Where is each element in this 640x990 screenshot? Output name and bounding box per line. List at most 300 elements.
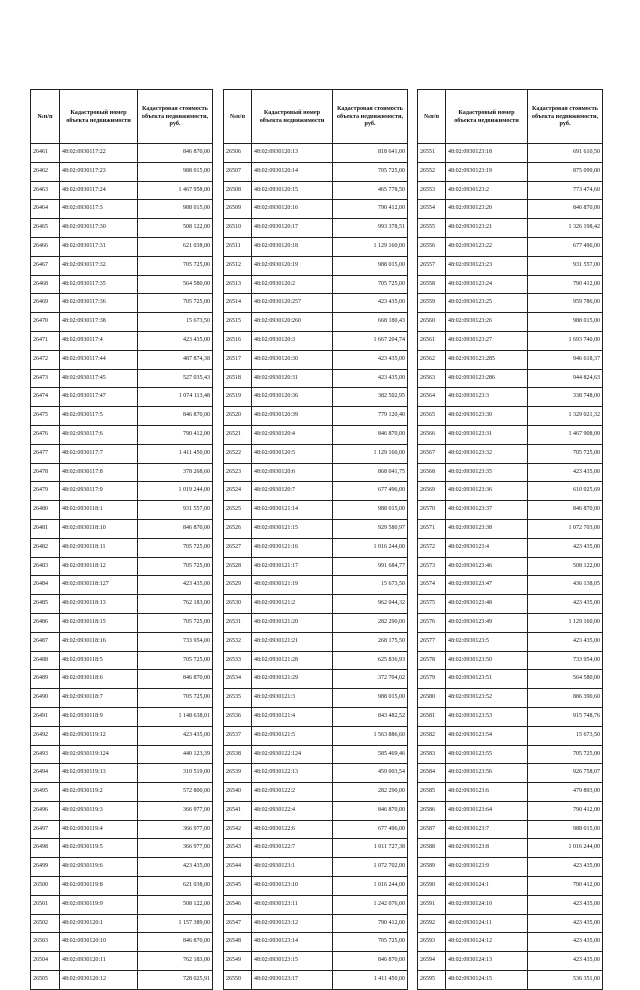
cadastral-value: 436 138,05 [528,576,603,595]
cadastral-value: 875 099,00 [528,162,603,181]
row-number: 26545 [224,877,252,896]
cadastral-value: 846 870,00 [138,519,213,538]
table-row [224,914,408,933]
cadastral-number: 48:02:0930121:4 [252,707,333,726]
table-row [31,839,213,858]
cadastral-value: 527 035,43 [138,369,213,388]
row-number: 26468 [31,275,60,294]
row-number: 26475 [31,407,60,426]
row-number: 26525 [224,501,252,520]
row-number: 26509 [224,200,252,219]
table-row [418,858,603,877]
row-number: 26470 [31,313,60,332]
cadastral-value: 944 824,63 [528,369,603,388]
cadastral-number: 48:02:0930121:3 [252,689,333,708]
cadastral-value: 1 411 450,00 [138,444,213,463]
cadastral-number: 48:02:0930123:25 [446,294,528,313]
cadastral-value: 423 435,00 [528,895,603,914]
cadastral-value: 988 015,00 [528,313,603,332]
table-row [31,933,213,952]
cadastral-number: 48:02:0930124:15 [446,971,528,990]
row-number: 26587 [418,820,446,839]
cadastral-value: 423 435,00 [528,595,603,614]
row-number: 26527 [224,538,252,557]
table-row [418,783,603,802]
table-row [31,407,213,426]
cadastral-number: 48:02:0930123:64 [446,801,528,820]
cadastral-number: 48:02:0930123:53 [446,707,528,726]
cadastral-value: 372 704,02 [333,670,408,689]
cadastral-number: 48:02:0930119:13 [60,764,138,783]
cadastral-number: 48:02:0930119:2 [60,783,138,802]
cadastral-number: 48:02:0930120:260 [252,313,333,332]
row-number: 26506 [224,144,252,163]
cadastral-value: 677 496,00 [528,237,603,256]
table-row [418,181,603,200]
row-number: 26520 [224,407,252,426]
cadastral-value: 846 870,00 [333,425,408,444]
cadastral-number: 48:02:0930120:1 [60,914,138,933]
row-number: 26524 [224,482,252,501]
row-number: 26487 [31,632,60,651]
row-number: 26582 [418,726,446,745]
table-row [418,952,603,971]
row-number: 26543 [224,839,252,858]
table-row [31,463,213,482]
table-row [418,331,603,350]
cadastral-value: 459 003,54 [333,764,408,783]
table-row [31,670,213,689]
table-row [418,689,603,708]
cadastral-value: 282 290,00 [333,783,408,802]
cadastral-value: 1 129 160,00 [333,237,408,256]
cadastral-value: 621 038,00 [138,877,213,896]
cadastral-number: 48:02:0930122:124 [252,745,333,764]
cadastral-number: 48:02:0930120:12 [60,971,138,990]
header-cadastral-value: Кадастровая стоимость объекта недвижимости, руб. [528,90,603,144]
table-row [31,162,213,181]
row-number: 26557 [418,256,446,275]
cadastral-number: 48:02:0930117:36 [60,294,138,313]
cadastral-value: 479 893,00 [528,783,603,802]
table-row [418,670,603,689]
cadastral-value: 536 351,00 [528,971,603,990]
row-number: 26561 [418,331,446,350]
table-row [31,745,213,764]
cadastral-number: 48:02:0930121:2 [252,595,333,614]
row-number: 26516 [224,331,252,350]
cadastral-value: 846 870,00 [333,952,408,971]
cadastral-number: 48:02:0930118:11 [60,538,138,557]
cadastral-number: 48:02:0930119:12 [60,726,138,745]
cadastral-number: 48:02:0930119:6 [60,858,138,877]
cadastral-number: 48:02:0930123:7 [446,820,528,839]
cadastral-value: 423 435,00 [333,369,408,388]
cadastral-value: 988 015,00 [333,501,408,520]
table-row [224,275,408,294]
table-row [31,707,213,726]
table-row [224,237,408,256]
cadastral-value: 705 725,00 [528,444,603,463]
row-number: 26499 [31,858,60,877]
row-number: 26507 [224,162,252,181]
cadastral-value: 846 870,00 [138,144,213,163]
cadastral-number: 48:02:0930118:10 [60,519,138,538]
cadastral-number: 48:02:0930123:5 [446,632,528,651]
row-number: 26497 [31,820,60,839]
row-number: 26526 [224,519,252,538]
table-row [224,933,408,952]
header-number: №п/п [224,90,252,144]
table-row [31,858,213,877]
table-row [224,801,408,820]
cadastral-value: 962 044,32 [333,595,408,614]
row-number: 26514 [224,294,252,313]
row-number: 26462 [31,162,60,181]
cadastral-number: 48:02:0930123:48 [446,595,528,614]
table-row [418,219,603,238]
table-row [31,313,213,332]
cadastral-value: 423 435,00 [138,726,213,745]
table-row [224,482,408,501]
table-row [224,407,408,426]
row-number: 26478 [31,463,60,482]
cadastral-value: 988 015,00 [333,689,408,708]
cadastral-number: 48:02:0930117:47 [60,388,138,407]
table-row [31,971,213,990]
cadastral-value: 790 412,00 [528,275,603,294]
table-row [31,181,213,200]
row-number: 26469 [31,294,60,313]
cadastral-value: 1 011 727,38 [333,839,408,858]
table-row [224,425,408,444]
row-number: 26538 [224,745,252,764]
cadastral-value: 705 725,00 [138,256,213,275]
row-number: 26515 [224,313,252,332]
cadastral-number: 48:02:0930119:4 [60,820,138,839]
cadastral-table-1 [30,89,213,990]
row-number: 26485 [31,595,60,614]
cadastral-value: 1 129 160,00 [333,444,408,463]
cadastral-number: 48:02:0930123:3 [446,388,528,407]
table-row [224,144,408,163]
cadastral-value: 733 954,00 [528,651,603,670]
cadastral-value: 1 072 702,00 [333,858,408,877]
table-row [418,369,603,388]
table-row [31,783,213,802]
table-row [31,952,213,971]
row-number: 26464 [31,200,60,219]
cadastral-number: 48:02:0930118:15 [60,613,138,632]
cadastral-number: 48:02:0930124:12 [446,933,528,952]
row-number: 26496 [31,801,60,820]
cadastral-number: 48:02:0930120:13 [252,144,333,163]
table-row [31,444,213,463]
row-number: 26546 [224,895,252,914]
row-number: 26480 [31,501,60,520]
row-number: 26568 [418,463,446,482]
cadastral-value: 423 435,00 [138,858,213,877]
cadastral-table-3 [417,89,603,990]
row-number: 26578 [418,651,446,670]
cadastral-number: 48:02:0930121:5 [252,726,333,745]
row-number: 26559 [418,294,446,313]
cadastral-number: 48:02:0930117:4 [60,331,138,350]
table-row [224,162,408,181]
row-number: 26566 [418,425,446,444]
cadastral-number: 48:02:0930123:23 [446,256,528,275]
cadastral-value: 705 725,00 [138,689,213,708]
cadastral-value: 423 435,00 [138,576,213,595]
cadastral-number: 48:02:0930123:30 [446,407,528,426]
row-number: 26486 [31,613,60,632]
row-number: 26581 [418,707,446,726]
cadastral-number: 48:02:0930117:7 [60,444,138,463]
cadastral-value: 423 435,00 [528,463,603,482]
table-row [418,463,603,482]
cadastral-number: 48:02:0930123:12 [252,914,333,933]
row-number: 26488 [31,651,60,670]
cadastral-value: 705 725,00 [333,275,408,294]
table-row [224,745,408,764]
table-row [31,632,213,651]
table-row [224,858,408,877]
cadastral-value: 790 412,00 [138,425,213,444]
row-number: 26533 [224,651,252,670]
cadastral-value: 1 326 198,42 [528,219,603,238]
cadastral-value: 1 157 389,00 [138,914,213,933]
header-cadastral-number: Кадастровый номер объекта недвижимости [252,90,333,144]
cadastral-number: 48:02:0930120:257 [252,294,333,313]
row-number: 26572 [418,538,446,557]
row-number: 26584 [418,764,446,783]
table-row [224,595,408,614]
row-number: 26592 [418,914,446,933]
row-number: 26534 [224,670,252,689]
table-row [224,707,408,726]
row-number: 26505 [31,971,60,990]
cadastral-value: 423 435,00 [333,350,408,369]
table-row [224,670,408,689]
cadastral-value: 705 725,00 [138,538,213,557]
cadastral-value: 733 954,00 [138,632,213,651]
cadastral-value: 762 183,00 [138,952,213,971]
table-row [224,388,408,407]
cadastral-number: 48:02:0930123:4 [446,538,528,557]
cadastral-value: 868 041,75 [333,463,408,482]
row-number: 26576 [418,613,446,632]
cadastral-value: 779 120,40 [333,407,408,426]
row-number: 26491 [31,707,60,726]
cadastral-number: 48:02:0930120:19 [252,256,333,275]
row-number: 26549 [224,952,252,971]
cadastral-value: 423 435,00 [528,914,603,933]
cadastral-value: 625 836,93 [333,651,408,670]
row-number: 26570 [418,501,446,520]
cadastral-value: 705 725,00 [138,294,213,313]
cadastral-value: 677 496,00 [333,820,408,839]
table-row [31,482,213,501]
cadastral-number: 48:02:0930118:13 [60,595,138,614]
row-number: 26562 [418,350,446,369]
cadastral-number: 48:02:0930120:5 [252,444,333,463]
row-number: 26471 [31,331,60,350]
cadastral-number: 48:02:0930123:22 [446,237,528,256]
cadastral-value: 846 870,00 [528,200,603,219]
table-row [224,219,408,238]
cadastral-number: 48:02:0930118:127 [60,576,138,595]
cadastral-value: 282 290,00 [333,613,408,632]
table-row [31,200,213,219]
row-number: 26474 [31,388,60,407]
cadastral-number: 48:02:0930120:7 [252,482,333,501]
cadastral-number: 48:02:0930123:20 [446,200,528,219]
table-row [31,914,213,933]
cadastral-number: 48:02:0930123:10 [252,877,333,896]
cadastral-value: 585 469,46 [333,745,408,764]
cadastral-number: 48:02:0930123:1 [252,858,333,877]
row-number: 26501 [31,895,60,914]
row-number: 26560 [418,313,446,332]
header-cadastral-number: Кадастровый номер объекта недвижимости [60,90,138,144]
cadastral-number: 48:02:0930120:16 [252,200,333,219]
cadastral-number: 48:02:0930120:2 [252,275,333,294]
cadastral-value: 487 874,38 [138,350,213,369]
row-number: 26558 [418,275,446,294]
cadastral-number: 48:02:0930118:7 [60,689,138,708]
cadastral-number: 48:02:0930122:6 [252,820,333,839]
table-row [31,538,213,557]
cadastral-value: 988 015,00 [528,820,603,839]
row-number: 26544 [224,858,252,877]
table-row [418,407,603,426]
table-row [224,501,408,520]
cadastral-number: 48:02:0930119:124 [60,745,138,764]
cadastral-number: 48:02:0930123:49 [446,613,528,632]
cadastral-value: 991 684,77 [333,557,408,576]
cadastral-number: 48:02:0930123:21 [446,219,528,238]
row-number: 26508 [224,181,252,200]
cadastral-value: 790 412,00 [333,200,408,219]
table-row [418,275,603,294]
table-row [418,801,603,820]
cadastral-value: 1 467 908,00 [528,425,603,444]
table-row [418,971,603,990]
table-row [418,632,603,651]
cadastral-number: 48:02:0930123:32 [446,444,528,463]
row-number: 26536 [224,707,252,726]
cadastral-number: 48:02:0930123:54 [446,726,528,745]
cadastral-value: 465 778,50 [333,181,408,200]
row-number: 26563 [418,369,446,388]
cadastral-number: 48:02:0930120:17 [252,219,333,238]
cadastral-value: 929 580,97 [333,519,408,538]
header-cadastral-value: Кадастровая стоимость объекта недвижимости, руб. [333,90,408,144]
row-number: 26542 [224,820,252,839]
table-row [418,726,603,745]
row-number: 26473 [31,369,60,388]
cadastral-value: 423 435,00 [528,858,603,877]
table-row [224,689,408,708]
cadastral-number: 48:02:0930117:22 [60,144,138,163]
table-row [224,538,408,557]
row-number: 26518 [224,369,252,388]
row-number: 26589 [418,858,446,877]
table-row [31,144,213,163]
row-number: 26564 [418,388,446,407]
cadastral-number: 48:02:0930117:5 [60,407,138,426]
table-row [418,237,603,256]
table-row [418,613,603,632]
cadastral-value: 1 016 244,00 [528,839,603,858]
row-number: 26504 [31,952,60,971]
table-row [418,877,603,896]
cadastral-number: 48:02:0930120:36 [252,388,333,407]
table-row [418,388,603,407]
cadastral-value: 773 474,60 [528,181,603,200]
cadastral-number: 48:02:0930120:39 [252,407,333,426]
cadastral-value: 790 412,00 [528,877,603,896]
cadastral-value: 1 016 244,00 [333,877,408,896]
cadastral-value: 843 482,52 [333,707,408,726]
cadastral-number: 48:02:0930117:23 [60,162,138,181]
row-number: 26595 [418,971,446,990]
cadastral-value: 1 467 958,00 [138,181,213,200]
row-number: 26580 [418,689,446,708]
cadastral-number: 48:02:0930124:10 [446,895,528,914]
row-number: 26517 [224,350,252,369]
cadastral-value: 1 129 160,00 [528,613,603,632]
cadastral-number: 48:02:0930123:8 [446,839,528,858]
table-row [418,914,603,933]
cadastral-value: 1 411 450,00 [333,971,408,990]
cadastral-value: 366 977,00 [138,839,213,858]
row-number: 26539 [224,764,252,783]
cadastral-number: 48:02:0930123:18 [446,144,528,163]
cadastral-number: 48:02:0930123:50 [446,651,528,670]
row-number: 26577 [418,632,446,651]
table-row [224,557,408,576]
cadastral-number: 48:02:0930123:14 [252,933,333,952]
table-row [418,745,603,764]
table-row [418,294,603,313]
row-number: 26550 [224,971,252,990]
cadastral-value: 959 786,00 [528,294,603,313]
table-row [31,877,213,896]
cadastral-value: 1 148 638,01 [138,707,213,726]
cadastral-number: 48:02:0930123:35 [446,463,528,482]
cadastral-number: 48:02:0930123:36 [446,482,528,501]
table-row [418,350,603,369]
cadastral-number: 48:02:0930122:7 [252,839,333,858]
cadastral-value: 366 977,00 [138,801,213,820]
row-number: 26510 [224,219,252,238]
row-number: 26503 [31,933,60,952]
table-row [418,538,603,557]
table-row [224,200,408,219]
cadastral-number: 48:02:0930123:31 [446,425,528,444]
table-row [224,839,408,858]
row-number: 26547 [224,914,252,933]
table-row [224,726,408,745]
cadastral-value: 926 758,07 [528,764,603,783]
table-row [31,237,213,256]
cadastral-value: 310 519,00 [138,764,213,783]
cadastral-value: 1 016 244,00 [333,538,408,557]
cadastral-value: 1 667 204,74 [333,331,408,350]
row-number: 26551 [418,144,446,163]
row-number: 26588 [418,839,446,858]
